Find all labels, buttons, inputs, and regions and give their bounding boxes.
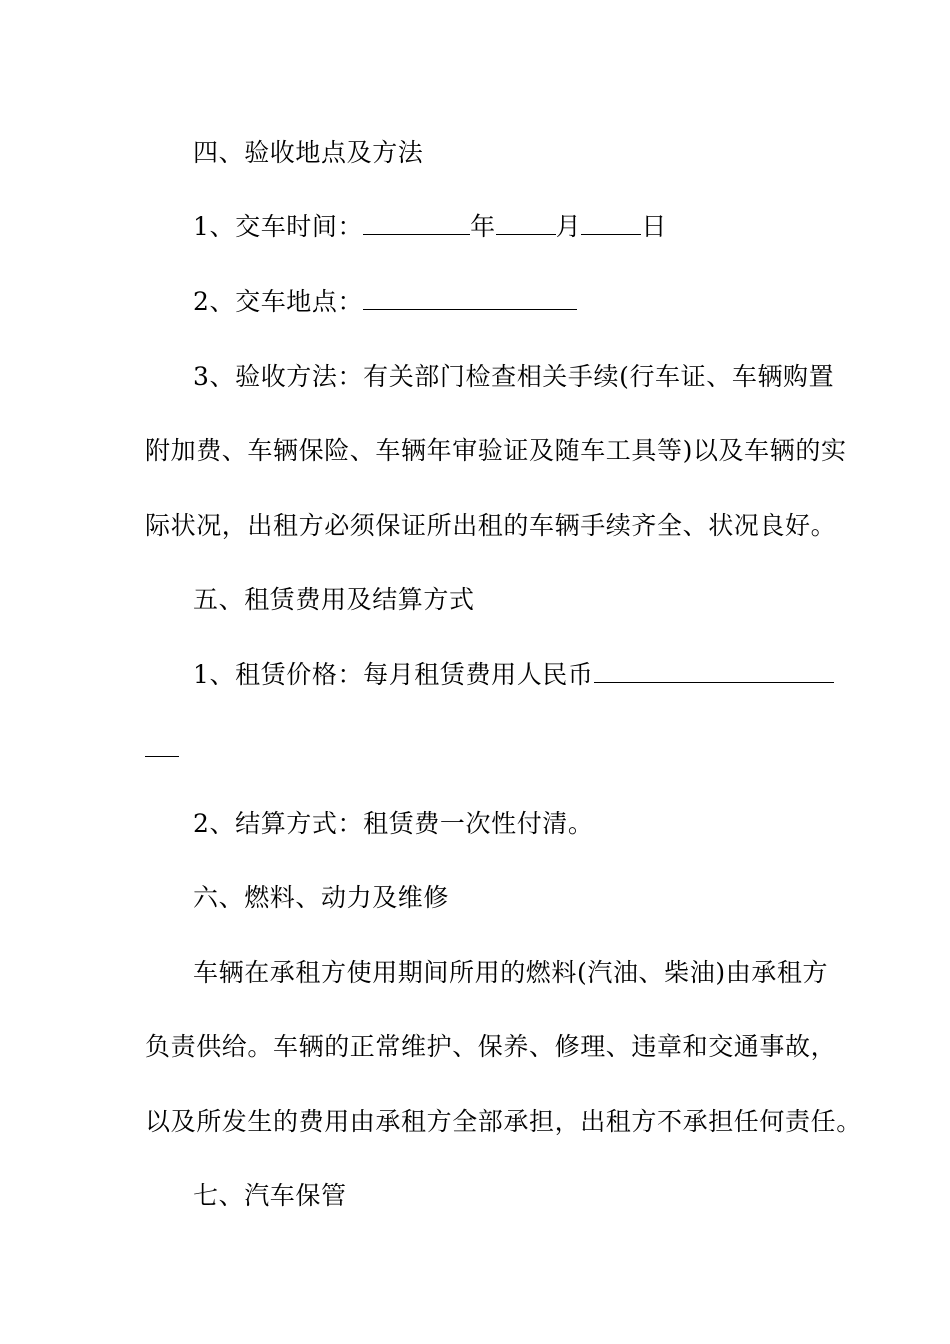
year-blank — [363, 212, 470, 235]
rental-price-blank-tail — [145, 734, 179, 757]
month-blank — [496, 212, 556, 235]
month-label: 月 — [555, 212, 582, 241]
paragraph-line: 车辆在承租方使用期间所用的燃料(汽油、柴油)由承租方 — [193, 958, 829, 987]
section-heading-6: 六、燃料、动力及维修 — [193, 883, 450, 912]
delivery-place-blank — [363, 287, 577, 310]
settlement-line: 2、结算方式：租赁费一次性付清。 — [193, 809, 594, 838]
paragraph-line: 际状况，出租方必须保证所出租的车辆手续齐全、状况良好。 — [145, 511, 837, 540]
paragraph-line: 以及所发生的费用由承租方全部承担，出租方不承担任何责任。 — [145, 1107, 862, 1136]
section-heading-7: 七、汽车保管 — [193, 1181, 347, 1210]
day-label: 日 — [641, 212, 667, 241]
rental-price-line — [193, 659, 815, 691]
paragraph-line: 负责供给。车辆的正常维护、保养、修理、违章和交通事故， — [145, 1032, 837, 1061]
delivery-time-label: 1、交车时间： — [193, 212, 364, 241]
section-heading-4: 四、验收地点及方法 — [193, 138, 424, 167]
rental-price-blank-continued — [145, 733, 815, 765]
delivery-place-line — [193, 286, 815, 318]
year-label: 年 — [470, 212, 496, 241]
rental-price-label: 1、租赁价格：每月租赁费用人民币 — [193, 660, 594, 689]
paragraph-line: 附加费、车辆保险、车辆年审验证及随车工具等)以及车辆的实 — [145, 436, 847, 465]
delivery-time-line — [193, 211, 815, 243]
rental-price-blank — [594, 660, 834, 683]
delivery-place-label: 2、交车地点： — [193, 287, 364, 316]
paragraph-line: 3、验收方法：有关部门检查相关手续(行车证、车辆购置 — [193, 362, 835, 391]
section-heading-5: 五、租赁费用及结算方式 — [193, 585, 475, 614]
day-blank — [581, 212, 641, 235]
